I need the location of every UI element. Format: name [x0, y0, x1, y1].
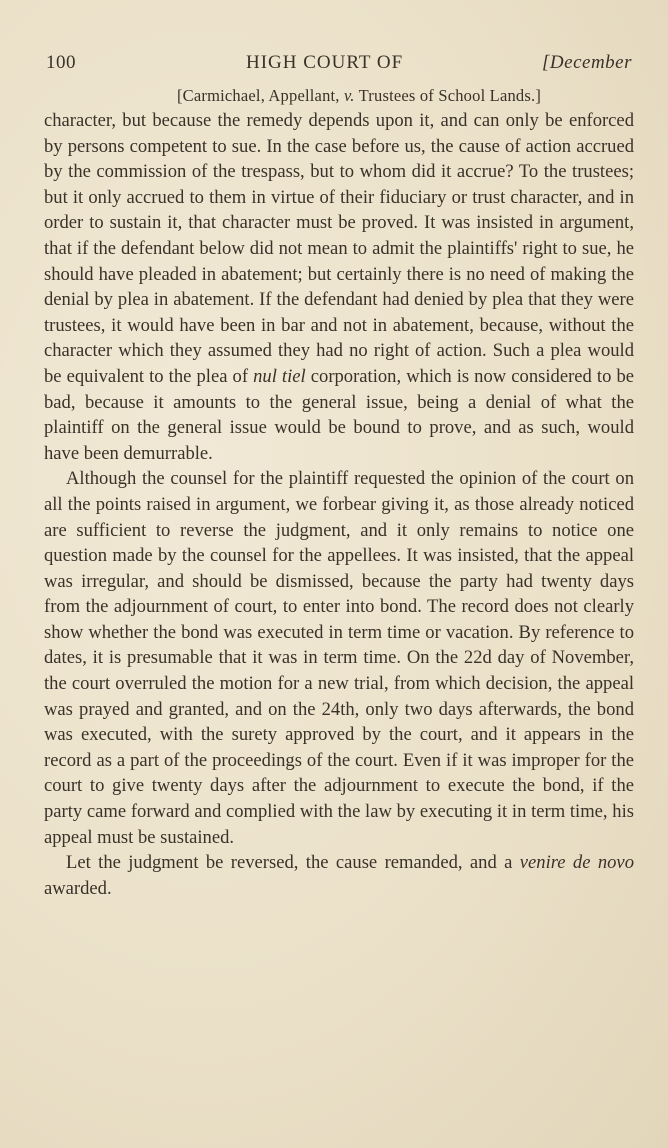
caption-appellee: Trustees of School Lands.]	[354, 86, 542, 105]
paragraph-3-text-b: awarded.	[44, 877, 112, 899]
paragraph-1-text-b: corporation, which is now considered to be bad, because it amounts to the general issue, being a denial of what the plaintiff on the general issue would be bound to prove, and as such, would have been demurrable.	[44, 365, 634, 464]
caption-appellant: [Carmichael, Appellant,	[176, 86, 344, 105]
paragraph-3-italic-term: venire de novo	[519, 852, 634, 874]
caption-versus: v.	[343, 86, 355, 105]
case-caption	[84, 86, 634, 106]
paragraph-2: Although the counsel for the plaintiff requested the opinion of the court on all the points raised in argument, we forbear giving it, as those already noticed are sufficient to reverse the judgment, and it only remains to notice one question made by the counsel for the appellees. It was insisted, that the appeal was irregular, and should be dismissed, because the party had twenty days from the adjournment of court, to enter into bond. The record does not clearly show whether the bond was executed in term time or vacation. By reference to dates, it is presumable that it was in term time. On the 22d day of November, the court overruled the motion for a new trial, from which decision, the appeal was prayed and granted, and on the 24th, only two days afterwards, the bond was executed, with the surety approved by the court, and it appears in the record as a part of the proceedings of the court. Even if it was improper for the court to give twenty days after the adjournment to execute the bond, if the party came forward and complied with the law by executing it in term time, his appeal must be sustained.	[44, 468, 634, 848]
page-number: 100	[46, 52, 76, 73]
running-date: [December	[542, 52, 632, 73]
paragraph-1-text-a: character, but because the remedy depends upon it, and can only be enforced by persons competent to sue. In the case before us, the cause of action accrued by the commission of the trespass, but to whom did it accrue? To the trustees; but it only accrued to them in virtue of their fiduciary or trust character, and in order to sustain it, that character must be proved. It was insisted in argument, that if the defendant below did not mean to admit the plaintiffs' right to sue, he should have pleaded in abatement; but certainly there is no need of making the denial by plea in abatement. If the defendant had denied by plea that they were trustees, it would have been in bar and not in abatement, because, without the character which they assumed they had no right of action. Such a plea would be equivalent to the plea of	[44, 110, 634, 387]
paragraph-3	[44, 850, 634, 901]
paragraph-1-italic-term: nul tiel	[253, 365, 306, 387]
running-title: HIGH COURT OF	[246, 52, 404, 73]
document-page	[44, 44, 634, 901]
paragraph-1	[44, 108, 634, 466]
running-head	[44, 44, 634, 80]
paragraph-3-text-a: Let the judgment be reversed, the cause remanded, and a	[66, 852, 520, 874]
